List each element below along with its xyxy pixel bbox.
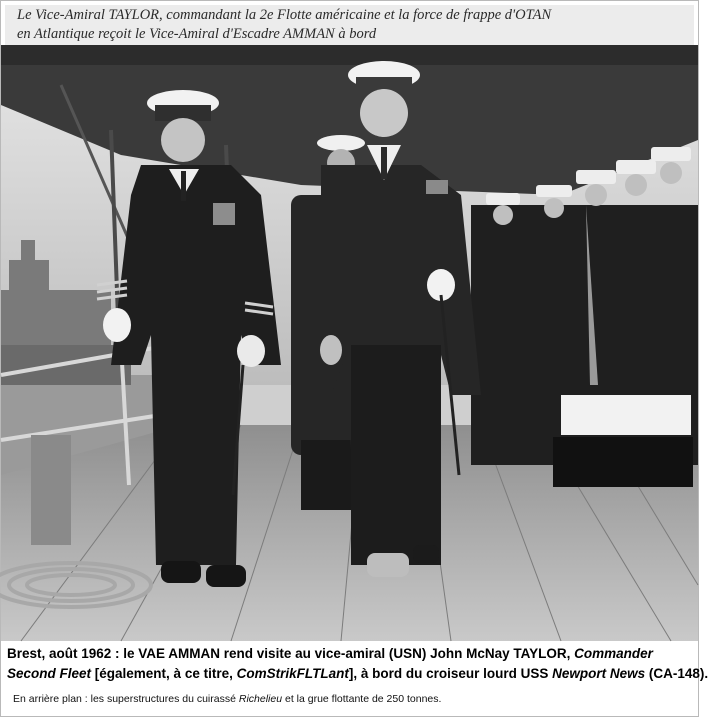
caption-line-2: Second Fleet [également, à ce titre, ComStrikFLTLant], à bord du croiseur lourd USS Newport News (CA-148). [7, 666, 708, 681]
headline-line-1: Le Vice-Amiral TAYLOR, commandant la 2e Flotte américaine et la force de frappe d'OTAN [17, 7, 552, 23]
photograph-drawing [1, 45, 698, 641]
footnote: En arrière plan : les superstructures du cuirassé Richelieu et la grue flottante de 250 tonnes. [13, 693, 442, 705]
bollard [31, 435, 71, 545]
headline-line-2: en Atlantique reçoit le Vice-Amiral d'Escadre AMMAN à bord [17, 26, 377, 42]
headline [5, 5, 694, 45]
caption [7, 644, 708, 684]
caption-line-1: Brest, août 1962 : le VAE AMMAN rend visite au vice-amiral (USN) John McNay TAYLOR, Commander [7, 646, 653, 661]
photograph [1, 45, 698, 641]
